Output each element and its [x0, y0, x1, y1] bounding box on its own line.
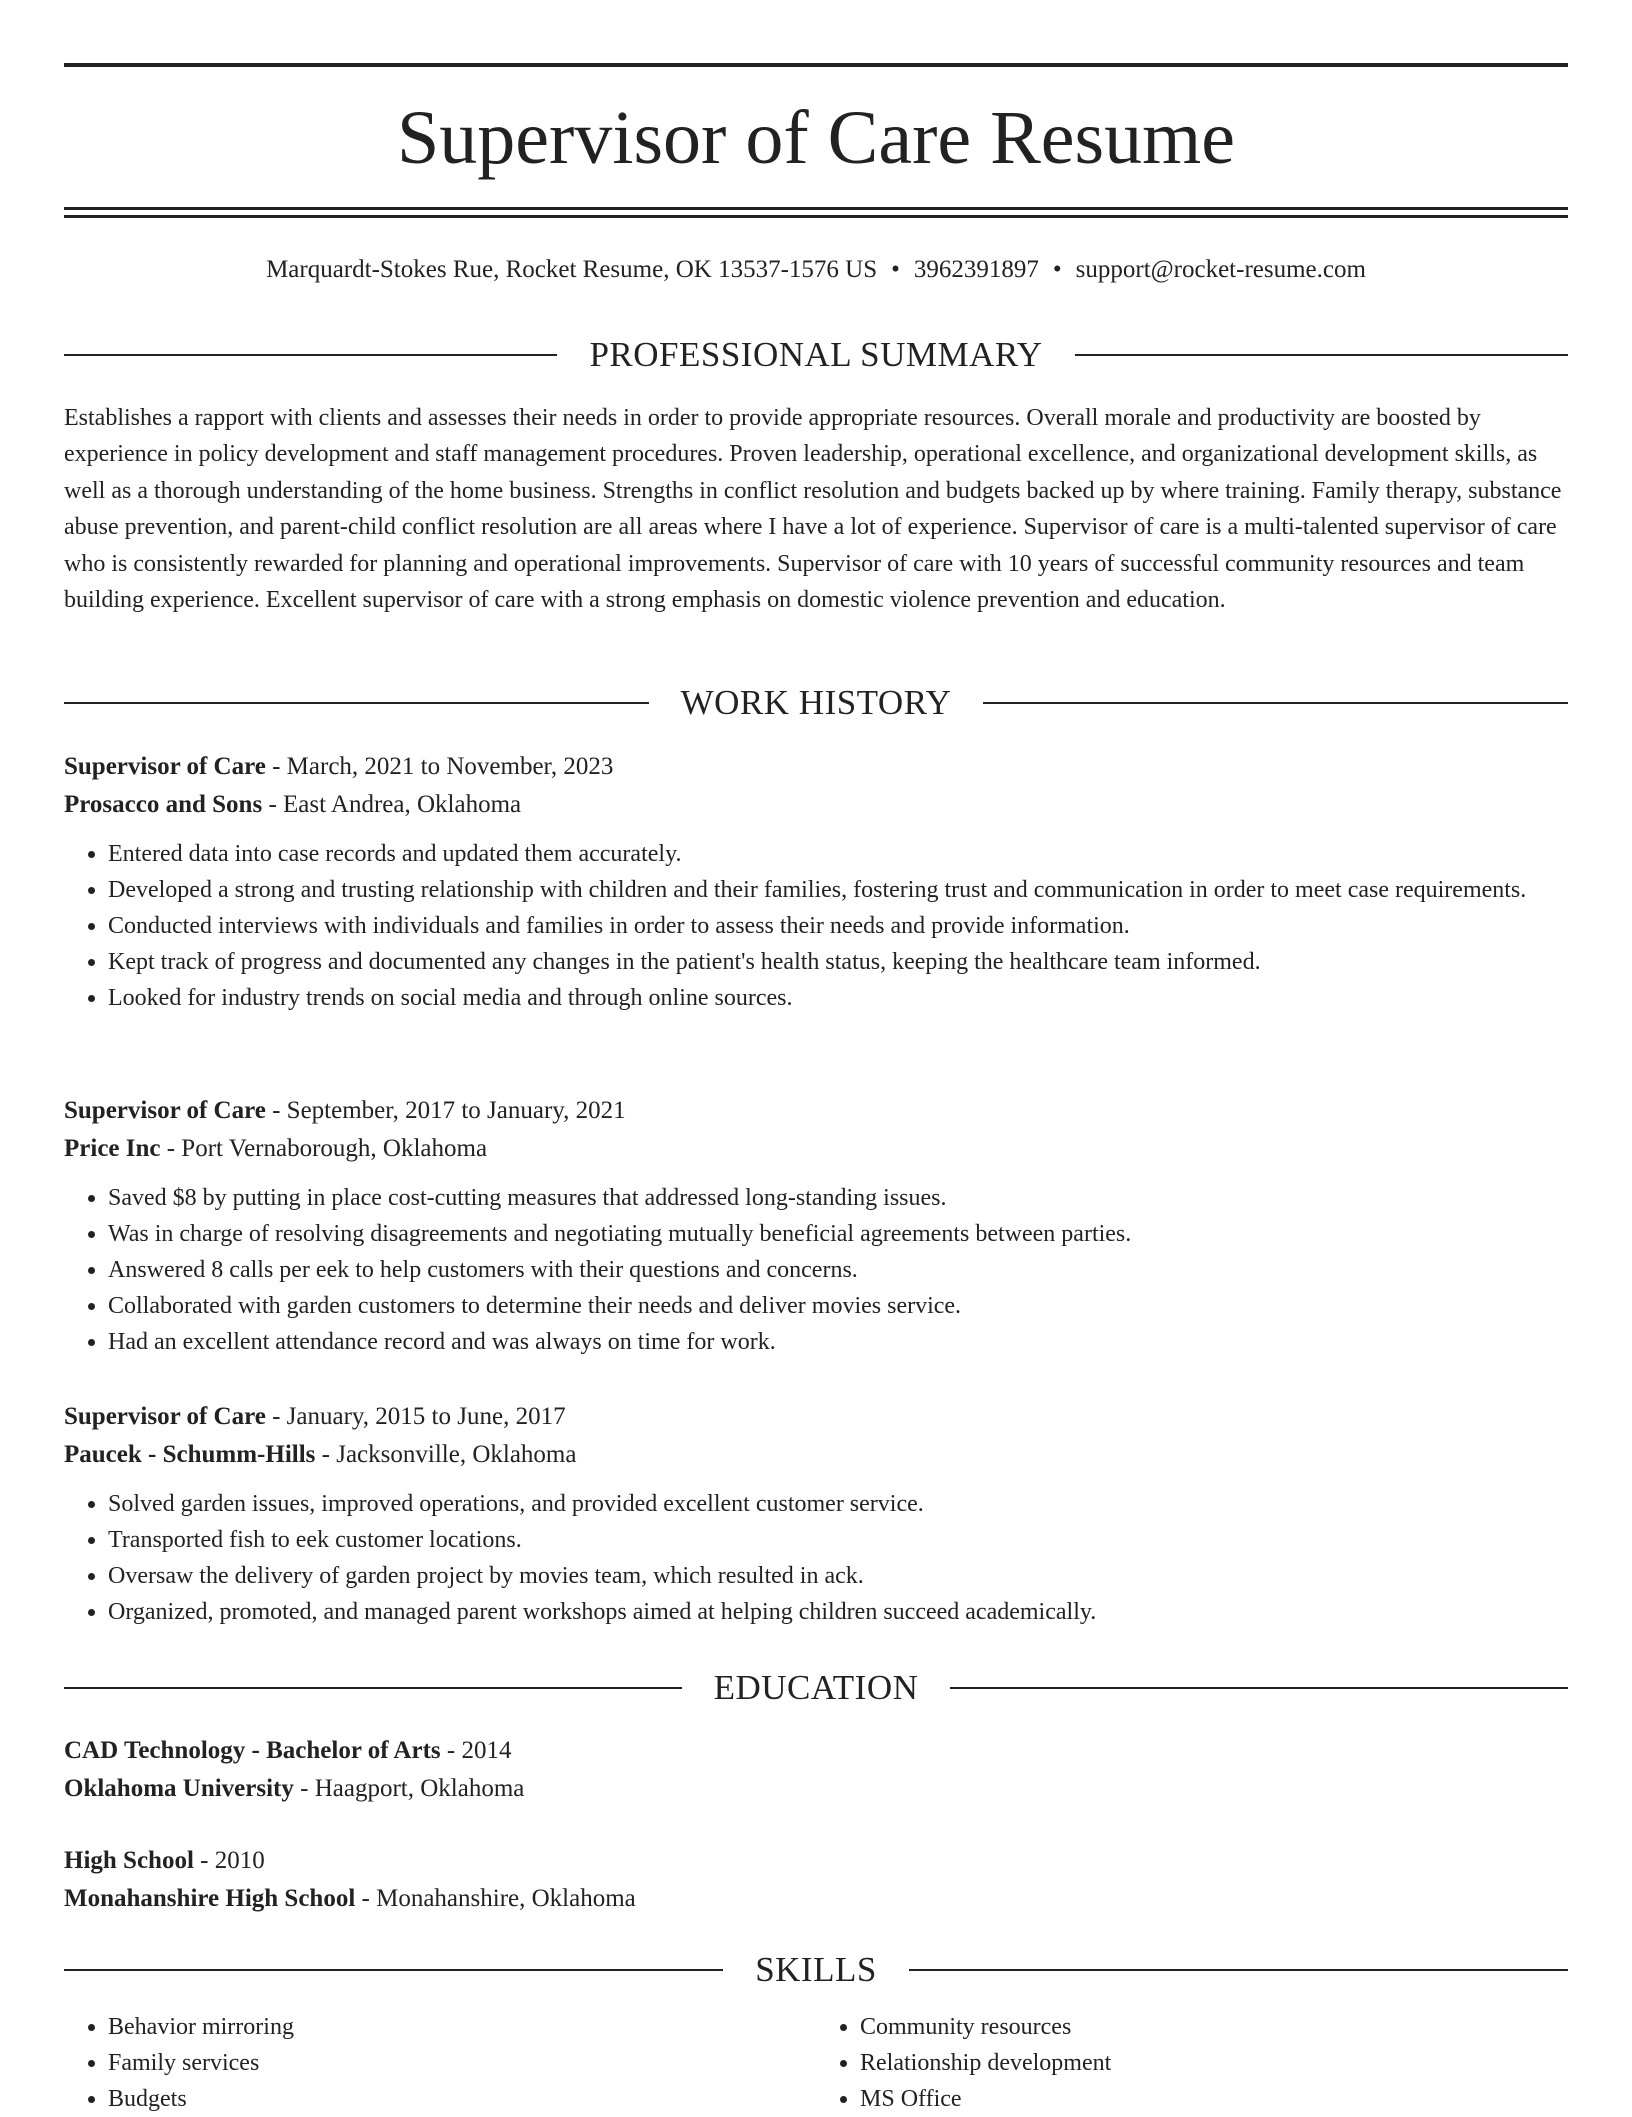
section-heading-summary	[64, 335, 1568, 375]
heading-rule	[64, 1969, 723, 1971]
list-item: • Oversaw the delivery of garden project by movies team, which resulted in ack.	[108, 1558, 1568, 1594]
education-year: - 2014	[440, 1737, 512, 1764]
list-item: • Developed a strong and trusting relationship with children and their families, fostering trust and communication in order to meet case requirements.	[108, 872, 1568, 908]
job-location: - East Andrea, Oklahoma	[262, 791, 522, 818]
education-degree: High School	[64, 1847, 194, 1874]
top-rule	[64, 63, 1568, 67]
job-title-line	[64, 748, 1568, 786]
list-item: • Saved $8 by putting in place cost-cutting measures that addressed long-standing issues.	[108, 1180, 1568, 1216]
education-location: - Monahanshire, Oklahoma	[355, 1885, 636, 1912]
education-location: - Haagport, Oklahoma	[293, 1775, 525, 1802]
contact-separator: •	[891, 256, 900, 283]
job-dates: - January, 2015 to June, 2017	[265, 1403, 566, 1430]
heading-rule	[64, 702, 649, 704]
skill-item: • Family services	[108, 2045, 816, 2081]
job-title: Supervisor of Care	[64, 753, 266, 780]
title-double-rule	[64, 207, 1568, 218]
list-item: • Had an excellent attendance record and was always on time for work.	[108, 1324, 1568, 1360]
section-title: SKILLS	[755, 1950, 877, 1989]
skills-list-left	[64, 2009, 816, 2117]
heading-rule	[909, 1969, 1568, 1971]
skill-item: • Community resources	[860, 2009, 1568, 2045]
skill-item: • Relationship development	[860, 2045, 1568, 2081]
education-school: Monahanshire High School	[64, 1885, 356, 1912]
skill-item: • Budgets	[108, 2081, 816, 2117]
education-year: - 2010	[193, 1847, 265, 1874]
job-dates: - September, 2017 to January, 2021	[265, 1097, 626, 1124]
contact-email: support@rocket-resume.com	[1075, 256, 1366, 283]
job-location: - Jacksonville, Oklahoma	[315, 1441, 577, 1468]
job-company-line	[64, 1130, 1568, 1168]
section-heading-skills	[64, 1950, 1568, 1990]
job-bullets	[64, 1486, 1568, 1630]
section-heading-education	[64, 1668, 1568, 1708]
skill-item: • MS Office	[860, 2081, 1568, 2117]
heading-rule	[64, 1687, 682, 1689]
contact-address: Marquardt-Stokes Rue, Rocket Resume, OK 13537-1576 US	[266, 256, 878, 283]
job-location: - Port Vernaborough, Oklahoma	[160, 1135, 488, 1162]
job-dates: - March, 2021 to November, 2023	[265, 753, 614, 780]
job-company-line	[64, 1436, 1568, 1474]
job-title-line	[64, 1398, 1568, 1436]
job-entry	[64, 748, 1568, 1016]
list-item: • Solved garden issues, improved operations, and provided excellent customer service.	[108, 1486, 1568, 1522]
education-degree: CAD Technology - Bachelor of Arts	[64, 1737, 441, 1764]
job-company: Price Inc	[64, 1135, 161, 1162]
education-school: Oklahoma University	[64, 1775, 294, 1802]
job-bullets	[64, 1180, 1568, 1360]
heading-rule	[1075, 354, 1568, 356]
job-company: Prosacco and Sons	[64, 791, 263, 818]
section-title: PROFESSIONAL SUMMARY	[589, 335, 1043, 374]
education-degree-line	[64, 1732, 1568, 1770]
list-item: • Was in charge of resolving disagreements and negotiating mutually beneficial agreements between parties.	[108, 1216, 1568, 1252]
job-bullets	[64, 836, 1568, 1016]
contact-line	[64, 254, 1568, 286]
contact-phone: 3962391897	[913, 256, 1039, 283]
heading-rule	[64, 354, 557, 356]
heading-rule	[950, 1687, 1568, 1689]
job-title-line	[64, 1092, 1568, 1130]
skill-item: • Behavior mirroring	[108, 2009, 816, 2045]
section-title: EDUCATION	[713, 1668, 919, 1707]
section-title: WORK HISTORY	[680, 683, 952, 722]
list-item: • Answered 8 calls per eek to help customers with their questions and concerns.	[108, 1252, 1568, 1288]
education-entry	[64, 1732, 1568, 1808]
contact-separator: •	[1052, 256, 1062, 283]
list-item: • Conducted interviews with individuals and families in order to assess their needs and provide information.	[108, 908, 1568, 944]
job-company: Paucek - Schumm-Hills	[64, 1441, 316, 1468]
list-item: • Entered data into case records and updated them accurately.	[108, 836, 1568, 872]
summary-paragraph: Establishes a rapport with clients and assesses their needs in order to provide appropriate resources. Overall morale and productivity are boosted by experience in policy development and staff management procedures. Proven leadership, operational excellence, and organizational development skills, as well as a thorough understanding of the home business. Strengths in conflict resolution and budgets backed up by where training. Family therapy, substance abuse prevention, and parent-child conflict resolution are all areas where I have a lot of experience. Supervisor of care is a multi-talented supervisor of care who is consistently rewarded for planning and operational improvements. Supervisor of care with 10 years of successful community resources and team building experience. Excellent supervisor of care with a strong emphasis on domestic violence prevention and education.	[64, 405, 1562, 614]
skills-columns	[64, 2009, 1568, 2117]
job-company-line	[64, 786, 1568, 824]
education-entry	[64, 1842, 1568, 1918]
list-item: • Collaborated with garden customers to determine their needs and deliver movies service.	[108, 1288, 1568, 1324]
education-degree-line	[64, 1842, 1568, 1880]
list-item: • Kept track of progress and documented any changes in the patient's health status, keeping the healthcare team informed.	[108, 944, 1568, 980]
list-item: • Organized, promoted, and managed parent workshops aimed at helping children succeed academically.	[108, 1594, 1568, 1630]
heading-rule	[983, 702, 1568, 704]
education-school-line	[64, 1770, 1568, 1808]
job-entry	[64, 1092, 1568, 1360]
list-item: • Looked for industry trends on social media and through online sources.	[108, 980, 1568, 1016]
list-item: • Transported fish to eek customer locations.	[108, 1522, 1568, 1558]
job-entry	[64, 1398, 1568, 1630]
section-heading-work-history	[64, 683, 1568, 723]
skills-list-right	[816, 2009, 1568, 2117]
job-title: Supervisor of Care	[64, 1097, 266, 1124]
job-title: Supervisor of Care	[64, 1403, 266, 1430]
page-title: Supervisor of Care Resume	[397, 96, 1235, 180]
education-school-line	[64, 1880, 1568, 1918]
